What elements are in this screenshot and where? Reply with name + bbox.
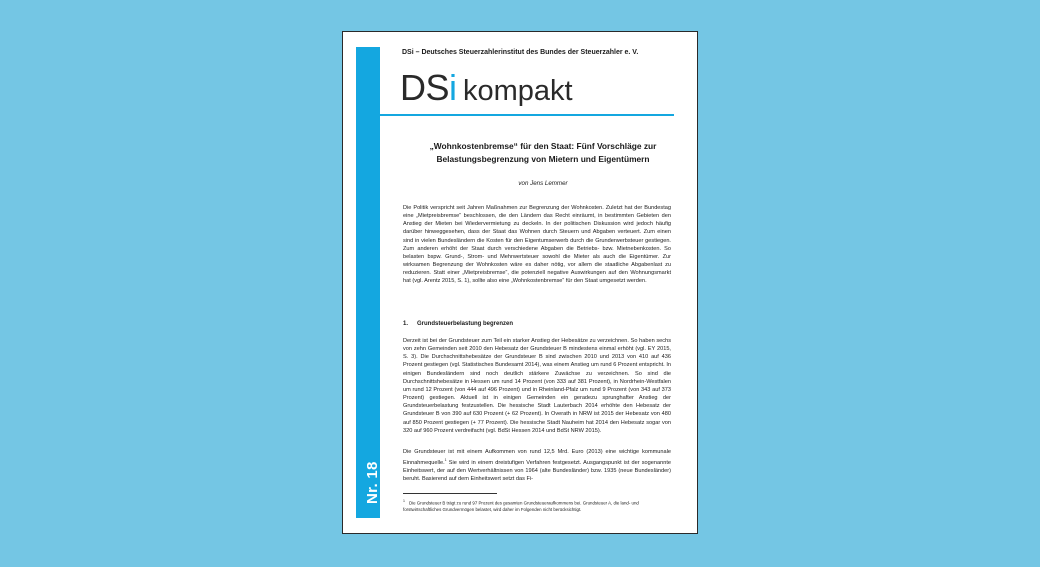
title-line-1: „Wohnkostenbremse“ für den Staat: Fünf Vorschläge zur [429,141,657,151]
footnote-rule [403,493,497,494]
blue-side-stripe [356,47,380,518]
dsi-kompakt-logo [400,67,573,108]
para3-part-b: Sie wird in einem dreistufigen Verfahren festgesetzt. Ausgangspunkt ist der sogenannte Einheitswert, der auf den Wertverhältnissen von 1964 (alte Bundesländer) bzw. 1935 (neue Bundesländer) beruht. Basierend auf dem Einheitswert setzt das Fi- [403,460,671,483]
footnote-mark: 1 [403,499,405,503]
logo-kompakt: kompakt [463,75,573,107]
document-title [403,140,683,166]
footnote-reference: 1 [444,458,447,463]
header-rule [380,114,674,116]
body-paragraph-2 [403,448,671,483]
institute-name: DSi – Deutsches Steuerzahlerinstitut des Bundes der Steuerzahler e. V. [402,49,639,56]
body-paragraph-1: Derzeit ist bei der Grundsteuer zum Teil ein starker Anstieg der Hebesätze zu verzeichnen. So haben sechs von zehn Gemeinden seit 2010 den Hebesatz der Grundsteuer B mindestens einmal erhöht (vgl. EY 2015, S. 3). Die Durchschnittshebesätze der Grundsteuer B sind zwischen 2010 und 2013 von 410 auf 436 Prozent gestiegen (vgl. Statistisches Bundesamt 2014), was einem Anstieg um rund 6 Prozent entspricht. In einigen Bundesländern sind noch deutlich stärkere Zuwächse zu verzeichnen. So sind die Durchschnittshebesätze in Hessen um rund 14 Prozent (von 333 auf 381 Prozent), in Nordrhein-Westfalen um rund 12 Prozent (von 444 auf 496 Prozent) und in Rheinland-Pfalz um rund 9 Prozent (von 343 auf 373 Prozent) gestiegen. Aktuell ist in einigen Gemeinden ein geradezu sprunghafter Anstieg der Grundsteuerbelastung festzustellen. Die hessische Stadt Lauterbach 2014 erhöhte den Hebesatz der Grundsteuer B von 390 auf 630 Prozent (+ 62 Prozent). In Overath in NRW ist 2015 der Hebesatz von 480 auf 850 Prozent gestiegen (+ 77 Prozent). Die hessische Stadt Nauheim hat 2014 den Hebesatz sogar von 320 auf 960 Prozent verdreifacht (vgl. BdSt Hessen 2014 und BdSt NRW 2015). [403,338,671,434]
logo-ds: DS [400,67,450,108]
section-heading [403,321,513,327]
section-number: 1. [403,321,409,327]
document-page [342,31,698,534]
footnote-text: Die Grundsteuer B trägt zu rund 97 Prozent des gesamten Grundsteueraufkommens bei. Grundsteuer A, die land- und forstwirtschaftliches Grundvermögen belastet, wird daher im Folgenden nicht berücksichtigt. [403,500,639,512]
issue-label [364,461,387,504]
issue-number: Nr. 18 [364,461,381,504]
para3-part-a: Die Grundsteuer ist mit einem Aufkommen von rund 12,5 Mrd. Euro (2013) eine wichtige kommunale Einnahmequelle. [403,449,671,467]
logo-i: i [449,67,458,108]
footnote [403,498,673,513]
author-byline: von Jens Lemmer [518,180,568,187]
title-line-2: Belastungsbegrenzung von Mietern und Eigentümern [436,154,650,164]
section-title: Grundsteuerbelastung begrenzen [417,321,514,327]
intro-paragraph: Die Politik verspricht seit Jahren Maßnahmen zur Begrenzung der Wohnkosten. Zuletzt hat der Bundestag eine „Mietpreisbremse“ beschlossen, die den Ländern das Recht einräumt, in bestimmten Gebieten den Anstieg der Mieten bei Wiedervermietung zu deckeln. In der politischen Diskussion wird jedoch häufig darüber hinweggesehen, dass der Staat das Wohnen durch Steuern und Abgaben verteuert. Zum einen sind in vielen Bundesländern die Kosten für den Eigentumserwerb durch die Grunderwerbsteuer gestiegen. Zum anderen erhöht der Staat durch verschiedene Abgaben die Betriebs- bzw. Mietnebenkosten. So belasten bspw. Grund-, Strom- und Mehrwertsteuer sowohl die Mieter als auch die Eigentümer. Zur wirksamen Begrenzung der Wohnkosten wäre es daher nötig, vor allem die staatliche Abgabenlast zu reduzieren. Statt einer „Mietpreisbremse“, die potenziell negative Auswirkungen auf den Wohnungsmarkt hat (vgl. Arentz 2015, S. 1), sollte also eine „Wohnkostenbremse“ für den Staat umgesetzt werden. [403,205,671,285]
issue-date: 17. April 2015 [381,465,387,504]
